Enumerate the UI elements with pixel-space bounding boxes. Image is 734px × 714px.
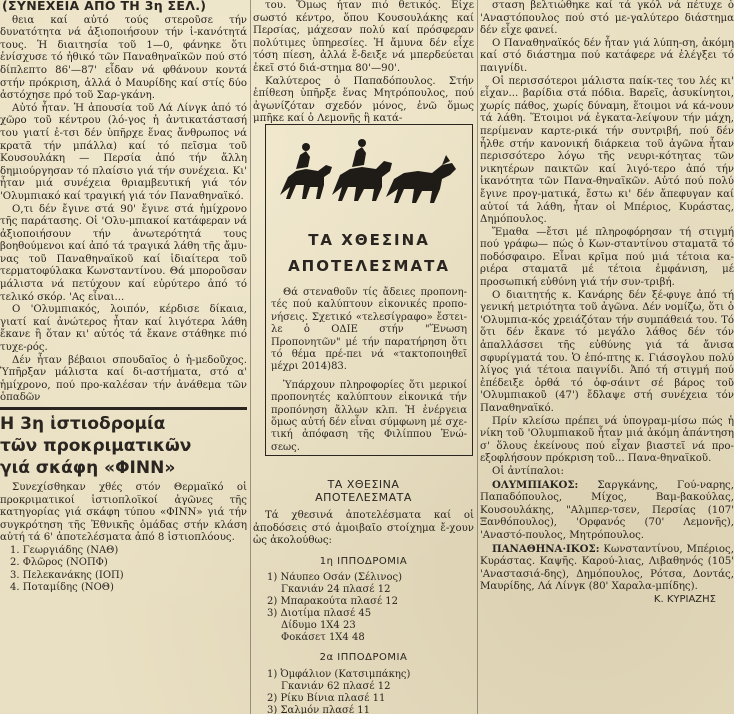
box-text xyxy=(266,287,472,454)
race-headline-line: Η 3η ἱστιοδρομία xyxy=(0,414,166,434)
race2-results xyxy=(253,669,474,714)
continuation-heading: (ΣΥΝΕΧΕΙΑ ΑΠΟ ΤΗ 3η ΣΕΛ.) xyxy=(2,0,207,13)
team-players: Σαργκάνης, Γού-ναρης, Παπαδόπουλος, Μίχος, Βαμ-βακούλας, Κουσουλάκης, "Αλμπερ-τσεν, Περσίας (107' Ξανθόπουλος), 'Ορφανός (70' Λεμονῆς), 'Αναστό-πουλος, Μητρόπουλος. xyxy=(480,479,734,541)
horses-illustration xyxy=(266,125,472,217)
team-lineup xyxy=(480,543,734,594)
article-paragraph: Καλύτερος ὁ Παπαδόπουλος. Στήν ἐπίθεση ὑπῆρξε ἕνας Μητρόπουλος, πού ἀγωνίζόταν σχεδόν μόνος, ἐνῶ ὅμως μπῆκε καί ὁ Λεμονῆς ἢ κατά- xyxy=(253,75,474,125)
results-title xyxy=(253,478,474,504)
article-paragraph: θεια καί αὐτό τούς στεροῦσε τήν δυνατότητα νά ἀξιοποιήσουν τήν ἰ-κανότητά τους. Ἡ διαιτησία τοῦ 1—0, φάνηκε ὅτι ἐνίσχυσε τό ἠθικό τῶν Παναθηναϊκῶν πού στό δίπλεπτο 86'—87' εἶδαν νά φθάνουν κοντά στήν πρόκριση, ἀλλά ὁ Μαυρίδης καί στίς δύο ἀστόχησε πρό τοῦ Σαρ-γκάνη. xyxy=(0,14,247,102)
race-result-line: 2) Ρίκυ Βίνια πλασέ 11 xyxy=(267,692,386,704)
race-result-item: 2. Φλῶρος (ΝΟΠΦ) xyxy=(10,557,108,569)
article-paragraph: Αὐτό ἦταν. Ἡ ἀπουσία τοῦ Λά Λίνγκ ἀπό τό χῶρο τοῦ κέντρου (λό-γος ἡ ἀντικατάστασή του γιατί ἐ-τσι δέν ὑπῆρχε ἕνας ἄνθρωπος νά κρατᾶ τήν μπάλλα) καί τό πεῖσμα τοῦ Κουσουλάκη — Περσία ἀπό τήν ἄλλη δημιούργησαν τό πλαίσιο γιά τήν συνέχεια. Κι' ἦταν μιά συνέχεια θριαμβευτική γιά τόν 'Ολυμπιακό καί τραγική γιά τόν Παναθηναϊκό. xyxy=(0,102,247,202)
race-result-item: 1. Γεωργιάδης (ΝΑΘ) xyxy=(10,544,119,556)
box-title-line: ΑΠΟΤΕΛΕΣΜΑΤΑ xyxy=(288,257,450,275)
race-result-item: 3. Πελεκανάκης (ΙΟΠ) xyxy=(10,569,124,581)
race-headline-line: γιά σκάφη «ΦΙΝΝ» xyxy=(0,458,176,478)
article-paragraph: Ἔμαθα —ἔτσι μέ πληροφόρησαν τή στιγμή πού γράφω— πώς ὁ Κων-σταντίνου σταματᾶ τό ποδόσφαιρο. Εἶναι κρῖμα πού μιά τέτοια κα-ριέρα σταματᾶ μέ τέτοια ἐμφάνιση, μέ προσωπική εὐθύνη γιά τήν συν-τριβή. xyxy=(480,226,734,289)
horse-icon xyxy=(386,163,456,203)
article-paragraph: Ο 'Ολυμπιακός, λοιπόν, κέρδισε δίκαια, γιατί καί ἀνώτερος ἦταν καί λιγότερα λάθη ἔκανε ἢ ὅταν κι' αὐτός τά ἔκανε στάθηκε πιό τυχε-ρός. xyxy=(0,304,247,354)
race-result-line: 3) Διοτίμα πλασέ 45 xyxy=(267,608,372,620)
article-paragraph: Δέν ἦταν βέβαιοι σπουδαῖος ὁ ἡ-μεδοῦχος. Ὑπῆρξαν μάλιστα καί δι-αστήματα, στό α' ἡμίχρονο, πού προ-καλέσαν τήν ἀνάθεμα τῶν ὁπαδῶν xyxy=(0,354,247,404)
team-players: Κωνσταντίνου, Μπέριος, Κυράστας. Καψῆς. Καρού-λιας, Λιβαθηνός (105' 'Αναστασιά-δης), Δημόπουλος, Ρότσα, Δοντάς, Μαυρίδης, Λά Λίνγκ (80' Χαραλα-μπίδης). xyxy=(480,543,734,593)
box-paragraph: Ὑπάρχουν πληροφορίες ὅτι μερικοί προπονητές καλύπτουν εἰκονικά τήν προπόνηση ἄλλων κλπ. Ἡ ἐνέργεια ὅμως αὐτή δέν εἶναι σύμφωνη μέ σχε-τική ἀπόφαση τῆς Φιλίππου Ἑνώ-σεως. xyxy=(271,379,467,453)
race-result-line: Φοκάσετ 1Χ4 48 xyxy=(281,632,365,644)
results-title-line: ΑΠΟΤΕΛΕΣΜΑΤΑ xyxy=(315,490,412,504)
section-divider xyxy=(0,407,247,410)
article-paragraph: Οἱ ἀντίπαλοι: xyxy=(492,465,564,477)
article-paragraph: του. Ὅμως ἦταν πιό θετικός. Εἶχε σωστό κέντρο, ὅπου Κουσουλάκης καί Περσίας, μάχεσαν πολύ καί πρόσφεραν πολύτιμες ὑπηρεσίες. Ἡ ἄμυνα δέν εἶχε τόση πίεση, ἀλλά ἔ-δειξε νά μπερδεύεται ἐκεῖ στό διά-στημα 80'—90'. xyxy=(253,0,474,74)
column-rule xyxy=(250,0,251,714)
race-result-line: Γκανιάν 24 πλασέ 12 xyxy=(281,584,391,596)
race-result-line: 1) Ὀμφάλιον (Κατσιμπάκης) xyxy=(267,668,411,680)
left-column xyxy=(0,0,247,714)
race-result-item: 4. Ποταμίδης (ΝΟΘ) xyxy=(10,582,114,594)
race1-results xyxy=(253,572,474,644)
article-paragraph: σταση βελτιώθηκε καί τά γκόλ νά πέτυχε ὁ 'Αναστόπουλος πού στό με-γαλύτερο διάστημα δέν εἶχε φανεί. xyxy=(480,0,734,37)
column-rule xyxy=(477,0,478,714)
box-paragraph: Θά στεναθοῦν τίς ἄδειες προπονη-τές πού καλύπτουν εἰκονικές προπο-νήσεις. Σχετικό «τελεσίγραφο» ἔστει-λε ὁ ΟΔΙΕ στήν "Ἕνωση Προπονητῶν" μέ τήν παρατήρηση ὅτι τό θέμα πρέ-πει νά «τακτοποιηθεῖ μέχρι 2014)83. xyxy=(271,287,467,373)
results-intro: Τά χθεσινά ἀποτελέσματα καί οἱ ἀποδόσεις στό ἀμοιβαῖο στοίχημα ἔ-χουν ὡς ἀκολούθως: xyxy=(253,509,474,547)
race-paragraph: Συνεχίσθηκαν χθές στόν Θερμαϊκό οἱ προκριματικοί ἱστιοπλοϊκοί ἀγῶνες τῆς κατηγορίας γιά σκάφη τύπου «ΦΙΝΝ» γιά τήν συγκρότηση τῆς Ἐθνικῆς ὁμάδας στήν κλάση αὐτή τά 6' ἀποτελέσματα ἀπό 8 ἱστιοπλόους. xyxy=(0,482,247,544)
horse-rider-icon xyxy=(332,161,392,201)
race-result-line: Γκανιάν 62 πλασέ 12 xyxy=(281,680,391,692)
right-column xyxy=(480,0,734,714)
horse-rider-icon xyxy=(280,165,332,199)
race-headline-line: τῶν προκριματικῶν xyxy=(0,436,192,456)
results-title-line: ΤΑ ΧΘΕΣΙΝΑ xyxy=(327,477,400,491)
article-paragraph: Ο,τι δέν ἔγινε στά 90' ἔγινε στά ἡμίχρονο τῆς παράτασης. Οἱ 'Ολυ-μπιακοί κατάφεραν νά ἀξιοποιήσουν τήν ἀνωτερότητά τους βοηθούμενοι καί ἀπό τά τραγικά λάθη τῆς ἄμυ-νας τοῦ Παναθηναϊκοῦ καί ἰδιαίτερα τοῦ τερματοφύλακα Κωνσταντίνου. Θά μποροῦσαν μάλιστα νά πετύχουν καί εὐρύτερο ἀπό τό τελικό σκόρ. 'Ας εἶναι... xyxy=(0,203,247,303)
article-paragraph: Πρίν κλείσω πρέπει νά ὑπογραμ-μίσω πώς ἡ νίκη τοῦ 'Ολυμπιακοῦ ἦταν μιά ἀκόμη ἀπάντηση σ' ὅλους ἐκείνους πού εἶχαν βιαστεῖ νά προ-εξοφλήσουν πρόκριση τοῦ... Πανα-θηναϊκοῦ. xyxy=(480,415,734,465)
results-box xyxy=(265,124,473,456)
article-paragraph: Οἱ περισσότεροι μάλιστα παίκ-τες του λές κι' εἶχαν... βαρίδια στά πόδια. Βαρεῖς, ἀσυκίνητοι, χωρίς πάθος, χωρίς δύναμη, ἕτοιμοι νά κά-νουν τά λάθη. Ἕτοιμοι νά ἐγκατα-λείψουν τήν μάχη, περίμεναν καρτε-ρικά τήν συντριβή, πού δέν ἦλθε στήν κανονική διάρκεια τοῦ ἀγῶνα ἦταν περισσότερο λόγω τῆς νευρι-κότητας τῶν νικητέρων παικτῶν καί λιγό-τερο ἀπό τήν ἱκανότητα τῶν Πανα-θηναϊκῶν. Αὐτό πού πολύ ἔγινε προγ-ματικά, ἔστω κι' δέν ἄπεφυγαν καί αὐτοί τά λάθη, ἦταν οἱ Μπέριος, Κυράστας, Δημόπουλος. xyxy=(480,75,734,226)
article-paragraph: Ο διαιτητής κ. Κανάρης δέν ξέ-φυγε ἀπό τή γενική μετριότητα τοῦ ἀγῶνα. Δέν νομίζω, ὅτι ὁ 'Ολυμπια-κός χρειάζόταν τήν συμπάθειά του. Τό ὅτι δέν ἔκανε τό μεγάλο λάθος δέν τόν ἀπαλλάσσει τῆς εὐθύνης γιά τά ἄνισα σφυρίγματά του. Ὁ ἐπό-πτης κ. Γιάσογλου πολύ λίγος γιά τέτοια παιγνίδι. Ἀπό τή στιγμή πού ἐπέδειξε ὀρθά τό ὀφ-σάιντ σέ βάρος τοῦ 'Ολυμπιακοῦ (47') ἔδλαψε στή συνέχεια τόν Παναθηναϊκό. xyxy=(480,289,734,414)
team-name: ΟΛΥΜΠΙΑΚΟΣ: xyxy=(492,478,579,491)
race-result-line: 2) Μπαρακούτα πλασέ 12 xyxy=(267,596,399,608)
team-lineup xyxy=(480,479,734,543)
race-heading: 1η ΙΠΠΟΔΡΟΜΙΑ xyxy=(319,555,408,567)
author-signature: Κ. ΚΥΡΙΑΖΗΣ xyxy=(653,593,716,605)
race-result-line: Δίδυμο 1Χ4 23 xyxy=(281,620,356,632)
race-result-line: 3) Σαλμόν πλασέ 11 xyxy=(267,704,370,714)
race-heading: 2α ΙΠΠΟΔΡΟΜΙΑ xyxy=(319,652,408,664)
team-name: ΠΑΝΑΘΗΝΑ·ΙΚΟΣ: xyxy=(492,542,600,555)
race-result-line: 1) Νάυπεο Οσάν (Σέλινος) xyxy=(267,572,403,584)
box-title-line: ΤΑ ΧΘΕΣΙΝΑ xyxy=(308,231,430,249)
article-paragraph: Ο Παναθηναϊκός δέν ἦταν γιά λύπη-ση, ἀκόμη καί στό διάστημα πού κατάφερε νά ἐλέγξει τό παιγνίδι. xyxy=(480,37,734,74)
